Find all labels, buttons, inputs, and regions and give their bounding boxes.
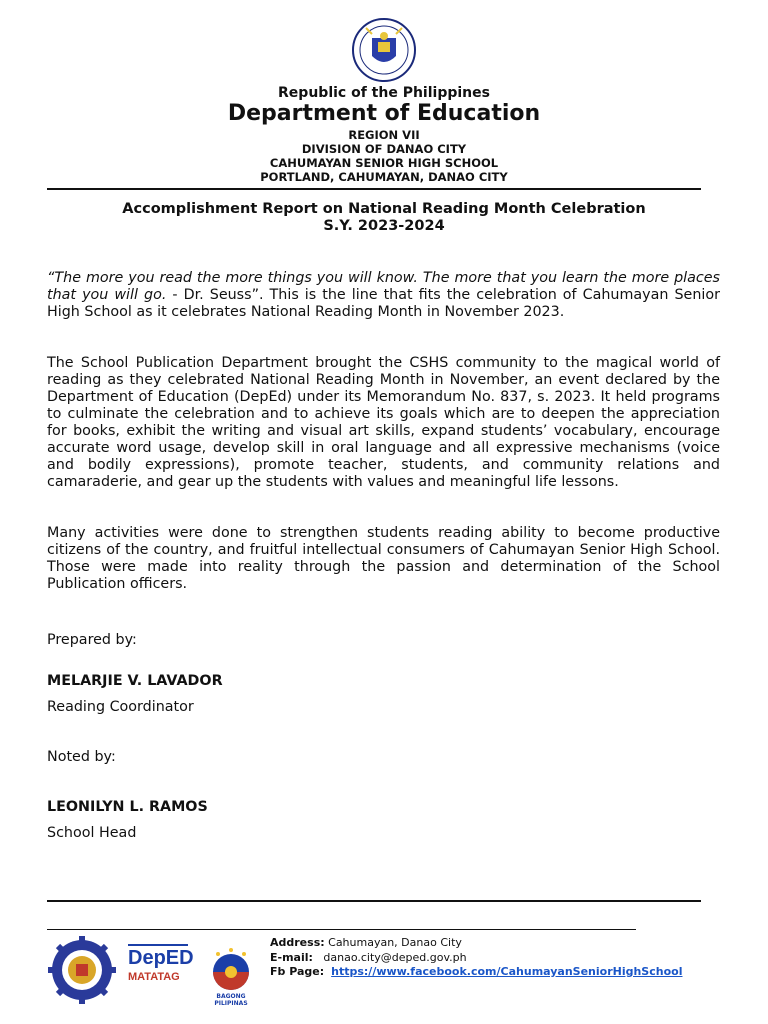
seuss-quote: “The more you read the more things you will know. The more that you learn the more places that you will go. <box>47 270 720 303</box>
school-line: CAHUMAYAN SENIOR HIGH SCHOOL <box>269 156 499 170</box>
noted-by-name: LEONILYN L. RAMOS <box>47 799 208 815</box>
department-title: Department of Education <box>227 101 541 126</box>
division-line: DIVISION OF DANAO CITY <box>301 142 467 156</box>
deped-seal-logo <box>352 16 416 84</box>
bagong-pilipinas-text: BAGONG PILIPINAS <box>214 993 248 1007</box>
intro-paragraph <box>47 270 720 321</box>
prepared-by-label: Prepared by: <box>47 632 137 648</box>
email-value: danao.city@deped.gov.ph <box>323 950 467 964</box>
quote-continuation: - Dr. Seuss”. This is the line that fits the celebration of Cahumayan Senior High School as it celebrates National Reading Month in November 2023. <box>47 287 720 320</box>
email-label: E-mail: <box>270 950 313 964</box>
body-paragraph-3: Many activities were done to strengthen students reading ability to become productive citizens of the country, and fruitful intellectual consumers of Cahumayan Senior High School. Those were made into reality through the passion and determination of the School Publication officers. <box>47 525 720 592</box>
matatag-text: MATATAG <box>128 971 180 983</box>
body-paragraph-2: The School Publication Department brought the CSHS community to the magical world of reading as they celebrated National Reading Month in November, an event declared by the Department of Education (DepEd) under its Memorandum No. 837, s. 2023. It held programs to culminate the celebration and to achieve its goals which are to deepen the appreciation for books, exhibit the writing and visual art skills, expand students’ vocabulary, encourage accurate word usage, develop skill in oral language and all expressive mechanisms (voice and bodily expressions), promote teacher, students, and community relations and camaraderie, and gear up the students with values and meaningful life lessons. <box>47 355 720 490</box>
deped-matatag-logo <box>128 944 194 984</box>
address-label: Address: <box>270 936 325 949</box>
address-line: PORTLAND, CAHUMAYAN, DANAO CITY <box>260 170 508 184</box>
facebook-link[interactable]: https://www.facebook.com/CahumayanSeniorHighSchool <box>331 965 683 978</box>
noted-by-label: Noted by: <box>47 749 116 765</box>
noted-by-title: School Head <box>47 825 137 841</box>
school-gear-logo <box>46 936 118 1004</box>
bagong-pilipinas-logo <box>204 946 258 992</box>
footer-contact <box>270 936 682 980</box>
footer-divider-top <box>47 900 701 902</box>
fb-label: Fb Page: <box>270 965 325 978</box>
footer-divider-bottom <box>47 929 636 930</box>
report-title: Accomplishment Report on National Reading Month Celebration <box>122 201 646 217</box>
prepared-by-title: Reading Coordinator <box>47 699 194 715</box>
deped-logo-text: DepED <box>128 947 194 969</box>
region-line: REGION VII <box>348 128 420 142</box>
prepared-by-name: MELARJIE V. LAVADOR <box>47 673 223 689</box>
school-year: S.Y. 2023-2024 <box>323 218 445 234</box>
address-value: Cahumayan, Danao City <box>328 936 462 949</box>
header-divider <box>47 188 701 190</box>
republic-line: Republic of the Philippines <box>278 85 490 101</box>
